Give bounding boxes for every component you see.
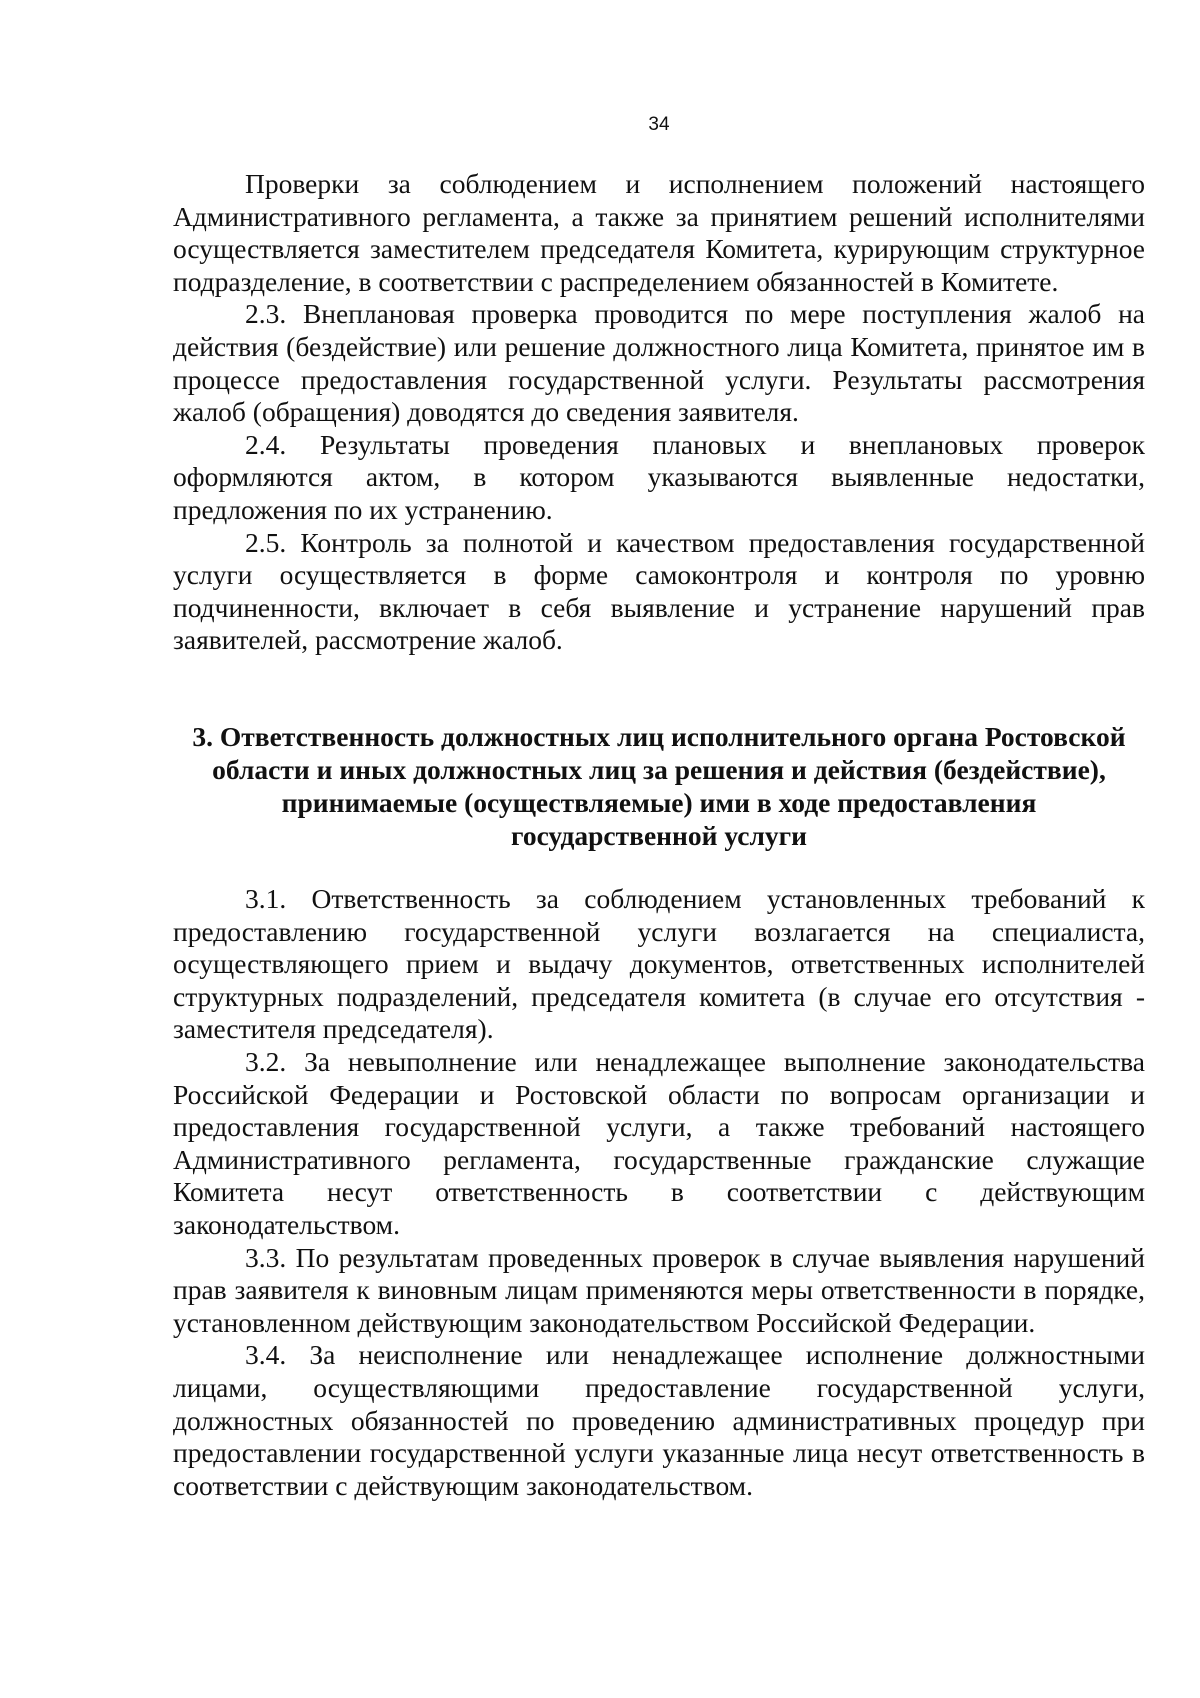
paragraph-2-3: 2.3. Внеплановая проверка проводится по мере поступления жалоб на действия (бездействие) или решение должностного лица Комитета, принятое им в процессе предоставления государственной услуги. Результаты рассмотрения жалоб (обращения) доводятся до сведения заявителя.	[173, 298, 1145, 428]
paragraph-2-5: 2.5. Контроль за полнотой и качеством предоставления государственной услуги осуществляется в форме самоконтроля и контроля по уровню подчиненности, включает в себя выявление и устранение нарушений прав заявителей, рассмотрение жалоб.	[173, 526, 1145, 656]
section-3-body	[173, 883, 1145, 1502]
heading-line: принимаемые (осуществляемые) ими в ходе предоставления	[281, 787, 1037, 818]
section-3-heading	[173, 720, 1145, 852]
heading-line: 3. Ответственность должностных лиц исполнительного органа Ростовской	[192, 721, 1126, 752]
heading-line: области и иных должностных лиц за решения и действия (бездействие),	[212, 754, 1106, 785]
paragraph-inspections: Проверки за соблюдением и исполнением положений настоящего Административного регламента, а также за принятием решений исполнителями осуществляется заместителем председателя Комитета, курирующим структурное подразделение, в соответствии с распределением обязанностей в Комитете.	[173, 168, 1145, 297]
page-number: 34	[648, 114, 670, 135]
section-2-body	[173, 168, 1145, 657]
paragraph-3-4: 3.4. За неисполнение или ненадлежащее исполнение должностными лицами, осуществляющими предоставление государственной услуги, должностных обязанностей по проведению административных процедур при предоставлении государственной услуги указанные лица несут ответственность в соответствии с действующим законодательством.	[173, 1339, 1145, 1501]
heading-line: государственной услуги	[511, 820, 807, 851]
paragraph-3-1: 3.1. Ответственность за соблюдением установленных требований к предоставлению государственной услуги возлагается на специалиста, осуществляющего прием и выдачу документов, ответственных исполнителей структурных подразделений, председателя комитета (в случае его отсутствия - заместителя председателя).	[173, 883, 1145, 1045]
paragraph-3-2: 3.2. За невыполнение или ненадлежащее выполнение законодательства Российской Федерации и Ростовской области по вопросам организации и предоставления государственной услуги, а также требований настоящего Административного регламента, государственные гражданские служащие Комитета несут ответственность в соответствии с действующим законодательством.	[173, 1045, 1145, 1240]
paragraph-3-3: 3.3. По результатам проведенных проверок в случае выявления нарушений прав заявителя к виновным лицам применяются меры ответственности в порядке, установленном действующим законодательством Российской Федерации.	[173, 1241, 1145, 1338]
paragraph-2-4: 2.4. Результаты проведения плановых и внеплановых проверок оформляются актом, в котором указываются выявленные недостатки, предложения по их устранению.	[173, 428, 1145, 525]
